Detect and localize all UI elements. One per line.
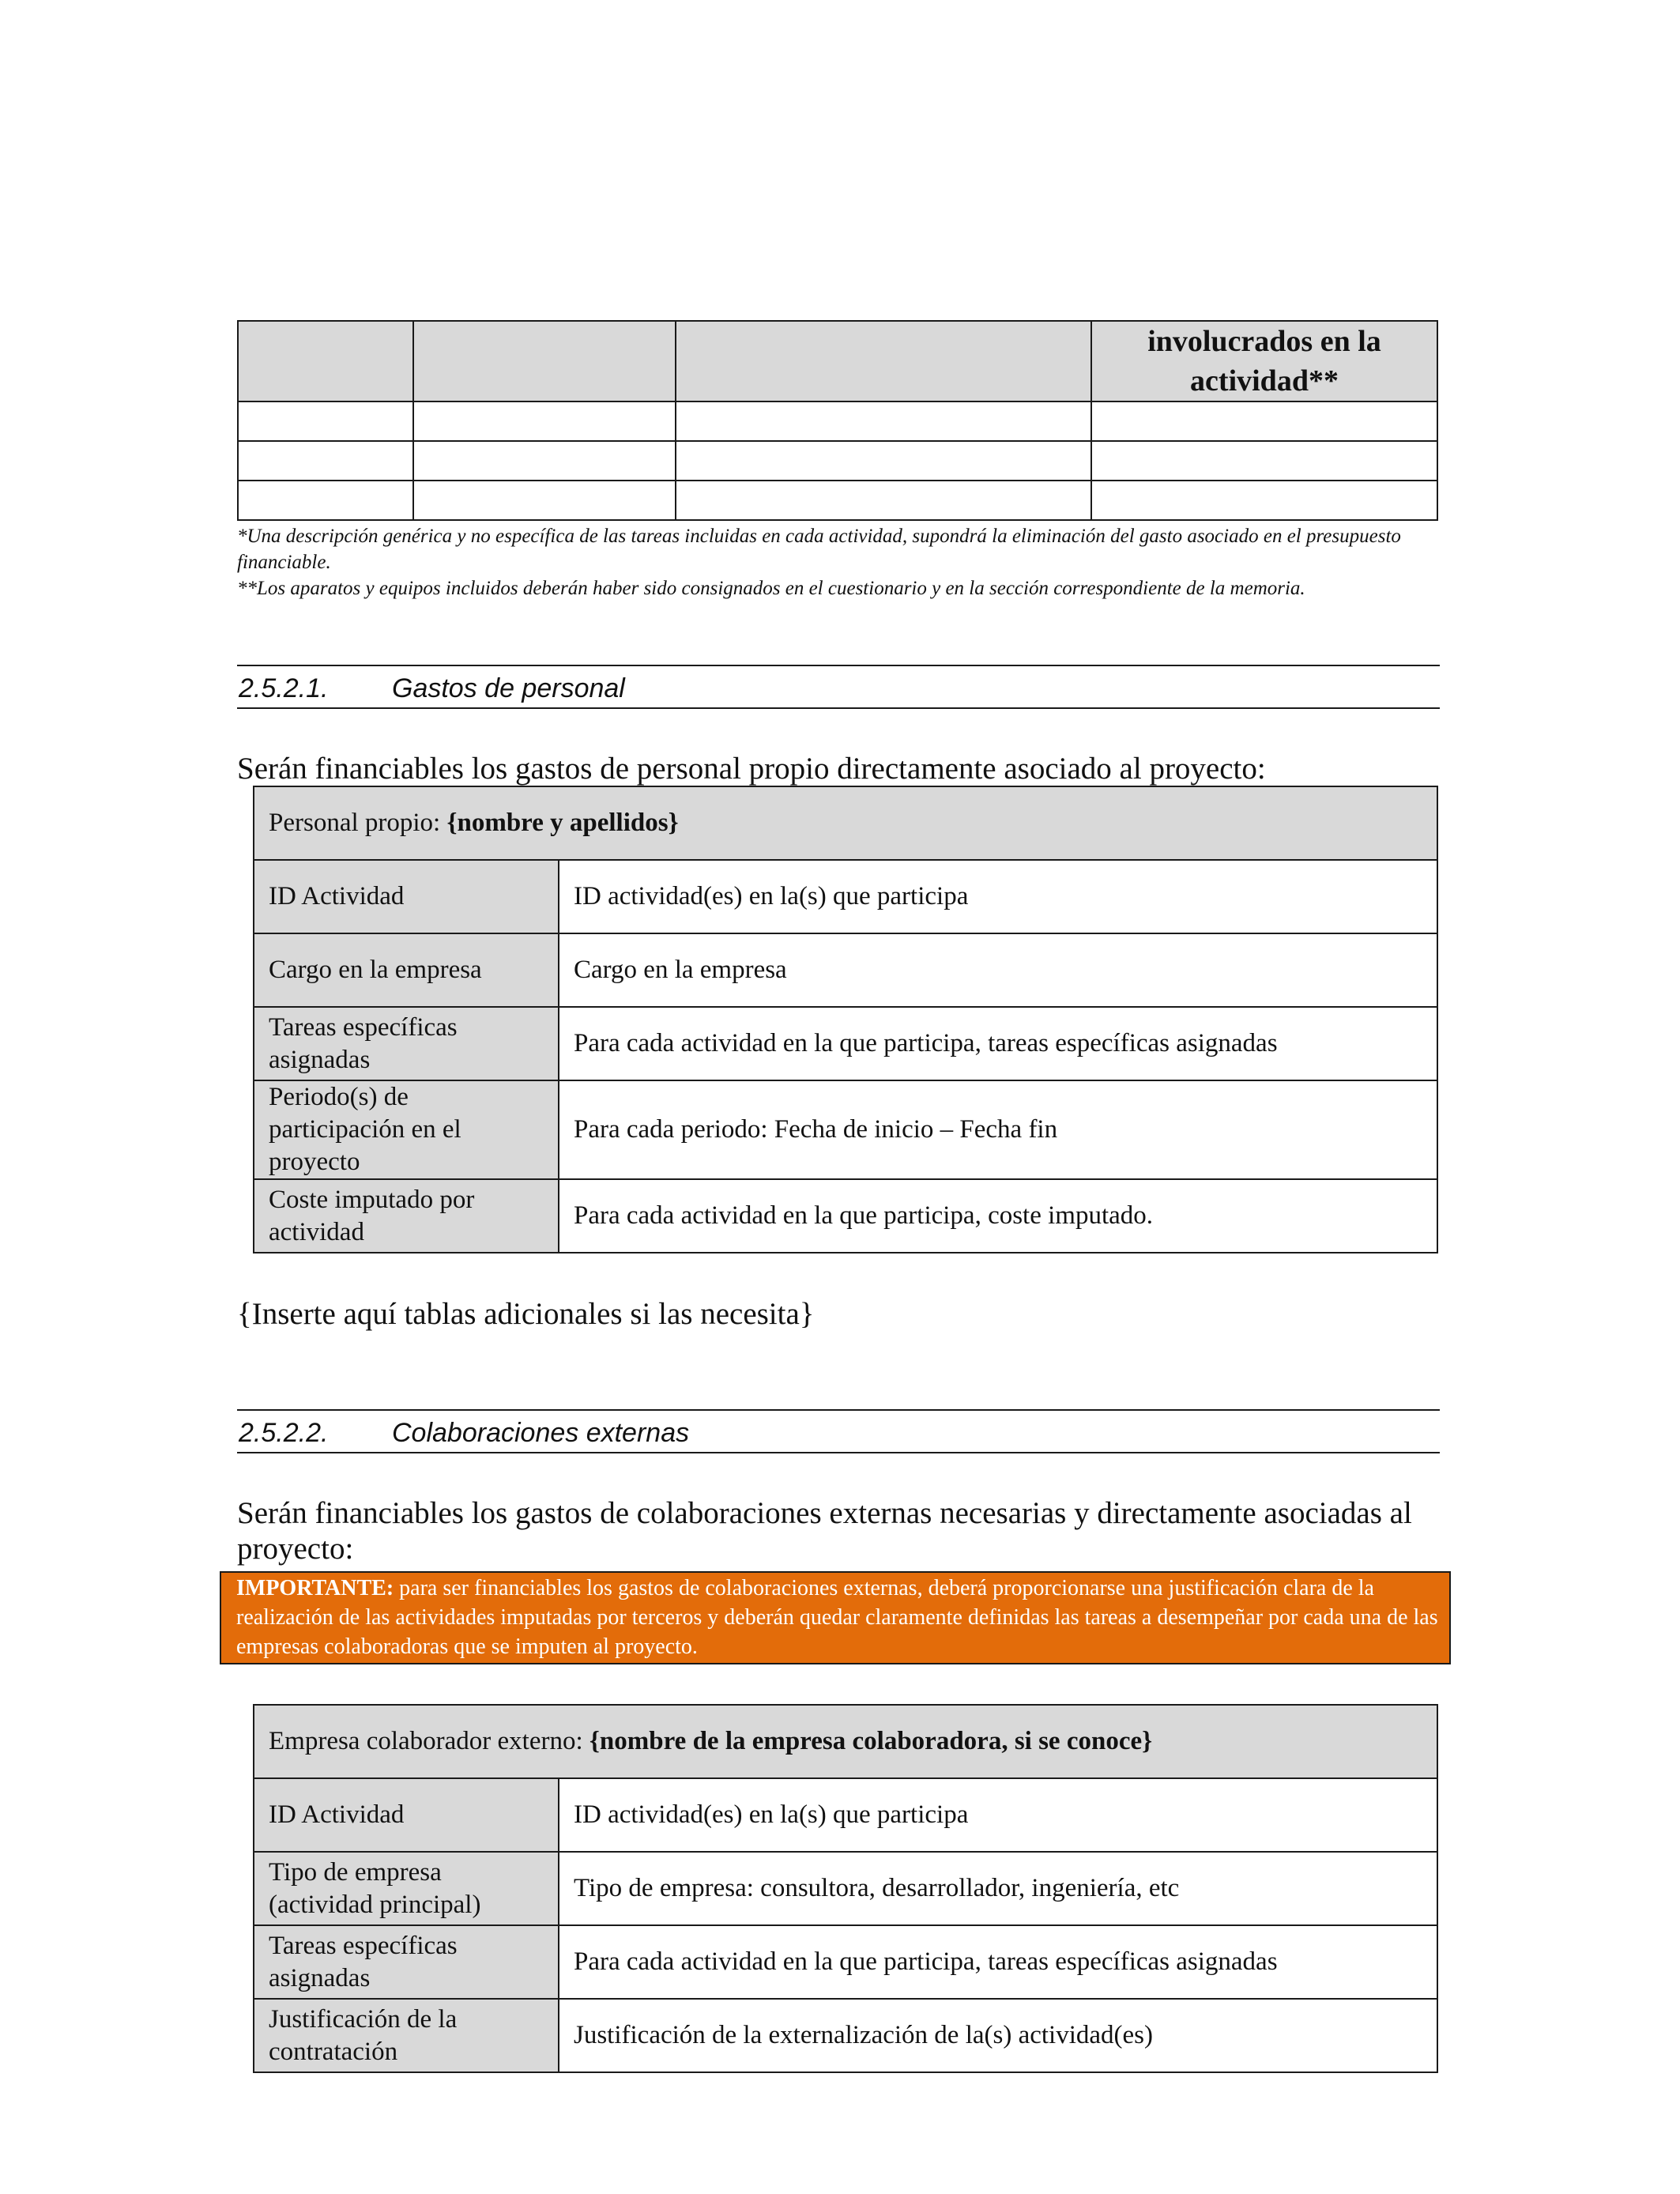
table-row — [238, 441, 1437, 481]
table-cell[interactable] — [238, 401, 413, 441]
row-label: Periodo(s) de participación en el proyecto — [254, 1080, 559, 1179]
row-label: Tareas específicas asignadas — [254, 1925, 559, 1999]
row-value[interactable]: ID actividad(es) en la(s) que participa — [559, 1778, 1437, 1852]
section-title: Gastos de personal — [392, 673, 625, 703]
important-notice — [220, 1571, 1451, 1664]
table-cell[interactable] — [413, 481, 676, 520]
table-cell[interactable] — [238, 441, 413, 481]
header-prefix: Empresa colaborador externo: — [269, 1727, 590, 1755]
footnote-2: **Los aparatos y equipos incluidos deberán haber sido consignados en el cuestionario y en la sección correspondiente de la memoria. — [237, 578, 1305, 599]
table-row — [254, 1925, 1437, 1999]
table-row — [254, 1999, 1437, 2072]
external-table-header — [254, 1705, 1437, 1778]
important-label: IMPORTANTE: — [236, 1576, 394, 1600]
insert-tables-note: {Inserte aquí tablas adicionales si las necesita} — [237, 1297, 815, 1331]
personal-table-header-cell[interactable] — [254, 786, 1437, 860]
row-label: Coste imputado por actividad — [254, 1179, 559, 1253]
row-label: ID Actividad — [254, 860, 559, 933]
table-cell[interactable] — [413, 441, 676, 481]
activity-table-header-equipment: involucrados en la actividad** — [1147, 325, 1381, 398]
table-cell[interactable] — [676, 481, 1091, 520]
activity-table-header-cell — [676, 321, 1091, 401]
section-heading-personal — [237, 665, 1440, 709]
row-label: Tareas específicas asignadas — [254, 1007, 559, 1080]
table-cell[interactable] — [1091, 481, 1437, 520]
row-label: Tipo de empresa (actividad principal) — [254, 1852, 559, 1925]
table-cell[interactable] — [676, 401, 1091, 441]
section-heading-external — [237, 1409, 1440, 1453]
row-value[interactable]: Justificación de la externalización de la(s) actividad(es) — [559, 1999, 1437, 2072]
activity-table-header-cell — [1091, 321, 1437, 401]
table-row — [254, 933, 1437, 1007]
table-row — [254, 1080, 1437, 1179]
section-title: Colaboraciones externas — [392, 1418, 690, 1448]
table-cell[interactable] — [676, 441, 1091, 481]
table-footnotes — [237, 523, 1446, 601]
row-value[interactable]: Para cada periodo: Fecha de inicio – Fecha fin — [559, 1080, 1437, 1179]
table-cell[interactable] — [1091, 441, 1437, 481]
section-intro-personal: Serán financiables los gastos de personal propio directamente asociado al proyecto: — [237, 752, 1266, 786]
row-value[interactable]: Para cada actividad en la que participa, tareas específicas asignadas — [559, 1007, 1437, 1080]
row-label: Justificación de la contratación — [254, 1999, 559, 2072]
external-table — [253, 1704, 1438, 2073]
table-row — [254, 1179, 1437, 1253]
table-cell[interactable] — [238, 481, 413, 520]
header-placeholder: {nombre y apellidos} — [446, 809, 679, 837]
row-value[interactable]: Tipo de empresa: consultora, desarrollador, ingeniería, etc — [559, 1852, 1437, 1925]
table-row — [254, 860, 1437, 933]
important-text: para ser financiables los gastos de colaboraciones externas, deberá proporcionarse una justificación clara de la realización de las actividades imputadas por terceros y deberán quedar claramente definidas las tareas a desempeñar por cada una de las empresas colaboradoras que se imputen al proyecto. — [236, 1576, 1438, 1659]
activity-table-header-row — [238, 321, 1437, 401]
table-cell[interactable] — [1091, 401, 1437, 441]
row-value[interactable]: Para cada actividad en la que participa, tareas específicas asignadas — [559, 1925, 1437, 1999]
header-placeholder: {nombre de la empresa colaboradora, si se conoce} — [589, 1727, 1153, 1755]
row-value[interactable]: ID actividad(es) en la(s) que participa — [559, 860, 1437, 933]
table-cell[interactable] — [413, 401, 676, 441]
row-label: ID Actividad — [254, 1778, 559, 1852]
table-row — [254, 1852, 1437, 1925]
activity-table — [237, 320, 1438, 521]
table-row — [238, 481, 1437, 520]
activity-table-header-cell — [238, 321, 413, 401]
row-value[interactable]: Cargo en la empresa — [559, 933, 1437, 1007]
table-row — [254, 1778, 1437, 1852]
row-label: Cargo en la empresa — [254, 933, 559, 1007]
personal-table — [253, 786, 1438, 1253]
personal-table-header — [254, 786, 1437, 860]
table-row — [238, 401, 1437, 441]
section-intro-external: Serán financiables los gastos de colaboraciones externas necesarias y directamente asociadas al proyecto: — [237, 1496, 1412, 1566]
activity-table-header-cell — [413, 321, 676, 401]
section-number: 2.5.2.1. — [239, 673, 329, 703]
table-row — [254, 1007, 1437, 1080]
external-table-header-cell[interactable] — [254, 1705, 1437, 1778]
row-value[interactable]: Para cada actividad en la que participa, coste imputado. — [559, 1179, 1437, 1253]
header-prefix: Personal propio: — [269, 809, 447, 837]
footnote-1: *Una descripción genérica y no específica de las tareas incluidas en cada actividad, supondrá la eliminación del gasto asociado en el presupuesto financiable. — [237, 526, 1401, 573]
section-number: 2.5.2.2. — [239, 1418, 329, 1448]
